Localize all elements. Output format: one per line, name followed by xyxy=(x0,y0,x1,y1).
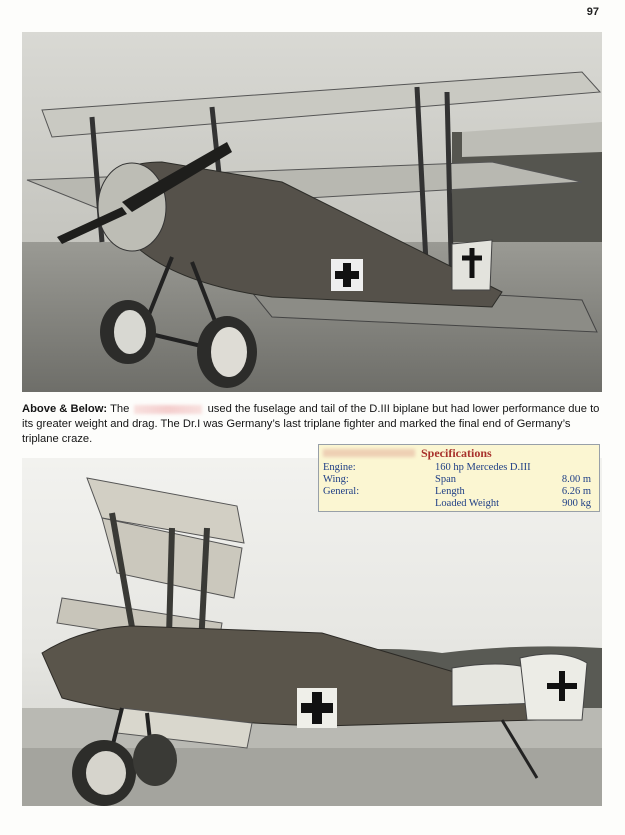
spec-value: 900 kg xyxy=(562,498,591,509)
spec-name: 160 hp Mercedes D.III xyxy=(435,462,531,473)
spec-name: Length xyxy=(435,486,465,497)
spec-name: Loaded Weight xyxy=(435,498,499,509)
redacted-text xyxy=(134,405,202,414)
spec-label: Engine: xyxy=(323,462,356,473)
caption-part2: used the fuselage and tail of the D.III biplane but had lower performance due to its greater weight and drag. The Dr.I was Germany’s last triplane fighter and marked the final end of Germany’s triplane craze. xyxy=(22,403,600,445)
spec-row-span xyxy=(323,474,597,486)
spec-name: Span xyxy=(435,474,456,485)
caption-lead: Above & Below: xyxy=(22,403,108,415)
specifications-title: Specifications xyxy=(421,446,492,460)
spec-row-engine xyxy=(323,462,597,474)
specifications-box xyxy=(318,444,600,512)
page-number: 97 xyxy=(586,6,599,18)
spec-row-weight xyxy=(323,498,597,510)
redacted-text xyxy=(323,449,415,457)
spec-value: 6.26 m xyxy=(561,486,591,497)
triplane-photo-top xyxy=(22,32,602,392)
caption-part1: The xyxy=(110,403,130,415)
spec-label: General: xyxy=(323,486,360,497)
photo-caption xyxy=(22,402,606,447)
spec-label: Wing: xyxy=(323,474,349,485)
spec-value: 8.00 m xyxy=(561,474,591,485)
spec-row-length xyxy=(323,486,597,498)
